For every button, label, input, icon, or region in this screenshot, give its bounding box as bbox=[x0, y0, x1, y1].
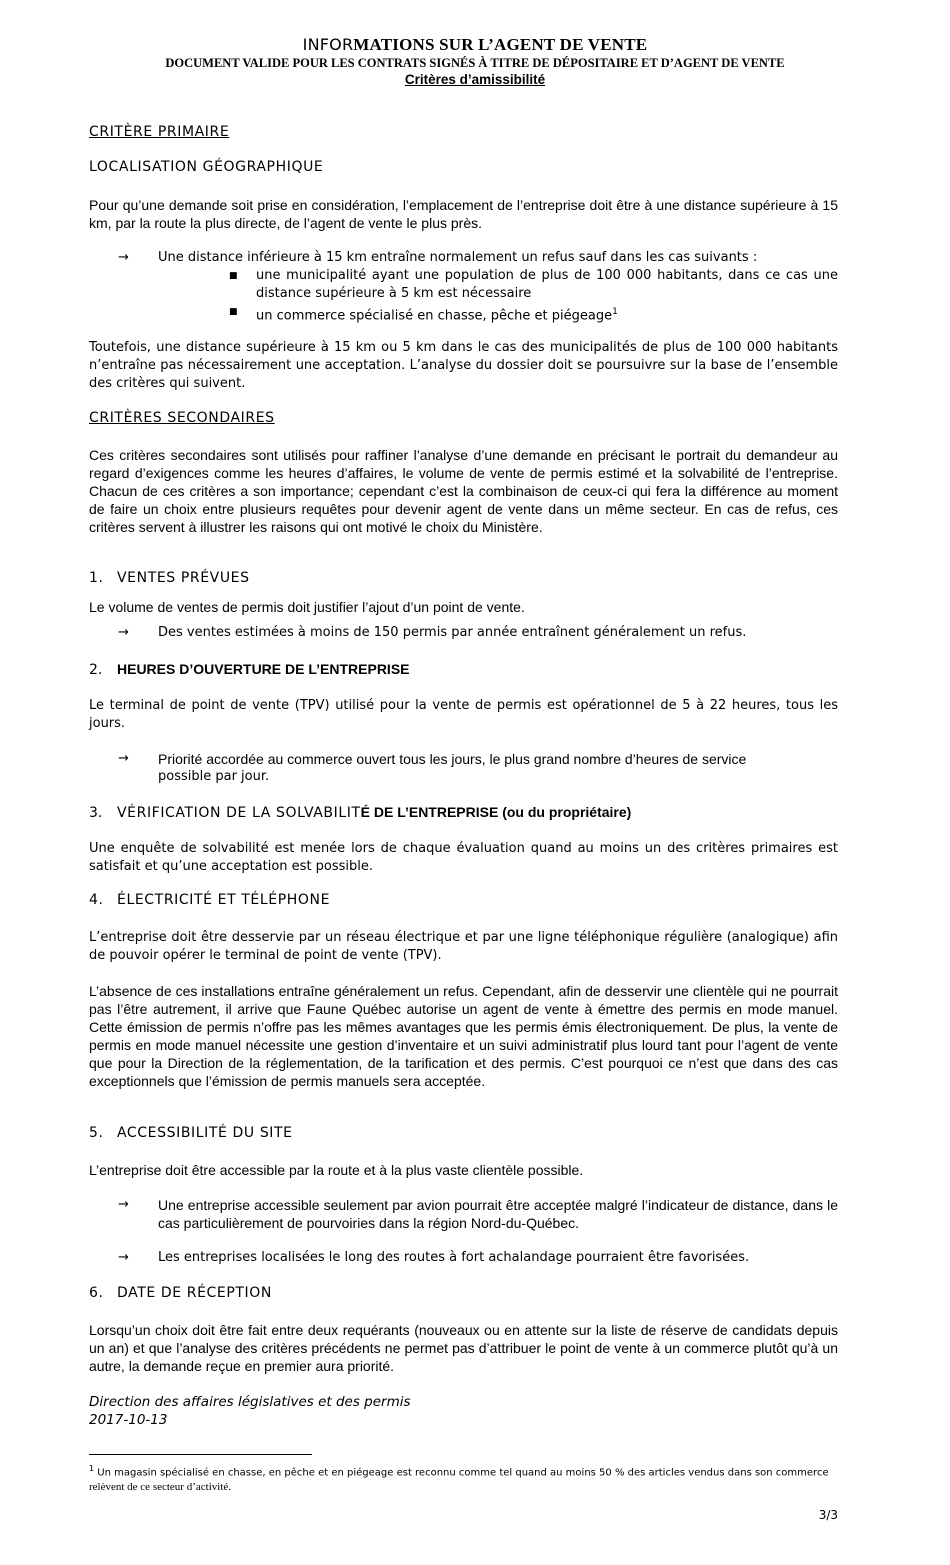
section-1-heading: 1. VENTES PRÉVUES bbox=[89, 570, 250, 586]
section-4-paragraph-1: L’entreprise doit être desservie par un réseau électrique et par une ligne téléphonique régulière (analogique) afin de pouvoir opérer le terminal de point de vente (TPV). bbox=[89, 930, 838, 963]
section-1-paragraph: Le volume de ventes de permis doit justifier l’ajout d’un point de vente. bbox=[89, 599, 525, 615]
section-2-bullet: Priorité accordée au commerce ouvert tous les jours, le plus grand nombre d’heures de service possible par jour. bbox=[158, 751, 747, 784]
square-bullet-icon: ■ bbox=[229, 271, 238, 281]
section-2-paragraph: Le terminal de point de vente (TPV) utilisé pour la vente de permis est opérationnel de 5 à 22 heures, tous les jours. bbox=[89, 698, 838, 731]
arrow-icon: → bbox=[118, 250, 129, 265]
footnote-marker: 1 bbox=[89, 1464, 95, 1473]
distance-bullet: Une distance inférieure à 15 km entraîne normalement un refus sauf dans les cas suivants : bbox=[158, 250, 758, 265]
secondary-intro-paragraph: Ces critères secondaires sont utilisés pour raffiner l’analyse d’une demande en précisant le portrait du demandeur au regard d’exigences comme les heures d’affaires, le volume de vente de permis estimé et la solvabilité de l’entreprise. Chacun de ces critères a son importance; cependant c’est la combinaison de ceux-ci qui fera la différence au moment de faire un choix entre plusieurs requêtes pour devenir agent de vente dans un même secteur. En cas de refus, ces critères servent à illustrer les raisons qui ont motivé le choix du Ministère. bbox=[89, 447, 838, 535]
footnote-separator bbox=[89, 1454, 312, 1455]
geographic-location-heading: LOCALISATION GÉOGRAPHIQUE bbox=[89, 159, 324, 175]
section-6-heading: 6. DATE DE RÉCEPTION bbox=[89, 1285, 272, 1301]
section-4-paragraph-2: L’absence de ces installations entraîne généralement un refus. Cependant, afin de desservir une clientèle qui ne pourrait pas l’être autrement, il arrive que Faune Québec autorise un agent de vente à émettre des permis en mode manuel. Cette émission de permis n’offre pas les mêmes avantages que les permis émis électroniquement. De plus, la vente de permis en mode manuel nécessite une gestion d’inventaire et un suivi administratif plus lourd tant pour l’agent de vente que pour la Direction de la réglementation, de la tarification et des permis. C’est pourquoi ce n’est que dans des cas exceptionnels que l’émission de permis manuels sera acceptée. bbox=[89, 983, 838, 1089]
section-5-heading: 5. ACCESSIBILITÉ DU SITE bbox=[89, 1125, 293, 1141]
footnote-reference: 1 bbox=[612, 307, 618, 317]
section-5-bullet-1: Une entreprise accessible seulement par avion pourrait être acceptée malgré l’indicateur de distance, dans le cas particulièrement de pourvoiries dans la région Nord-du-Québec. bbox=[158, 1197, 838, 1231]
section-3-heading: 3. VÉRIFICATION DE LA SOLVABILITÉ DE L’ENTREPRISE (ou du propriétaire) bbox=[89, 804, 632, 821]
hunting-shop-sub-bullet: un commerce spécialisé en chasse, pêche et piégeage$^1$ bbox=[256, 307, 618, 324]
section-3-paragraph: Une enquête de solvabilité est menée lors de chaque évaluation quand au moins un des critères primaires est satisfait et qu’une acceptation est possible. bbox=[89, 841, 838, 874]
arrow-icon: → bbox=[118, 1197, 129, 1212]
section-6-paragraph: Lorsqu’un choix doit être fait entre deux requérants (nouveaux ou en attente sur la liste de réserve de candidats depuis un an) et que l’analyse des critères précédents ne permet pas d’attribuer le point de vente à un commerce plutôt qu’à un autre, la demande reçue en premier aura priorité. bbox=[89, 1322, 838, 1374]
arrow-icon: → bbox=[118, 751, 129, 766]
section-2-heading: 2. HEURES D’OUVERTURE DE L’ENTREPRISE bbox=[89, 661, 410, 678]
section-4-heading: 4. ÉLECTRICITÉ ET TÉLÉPHONE bbox=[89, 892, 331, 908]
arrow-icon: → bbox=[118, 625, 129, 640]
primary-outro-paragraph: Toutefois, une distance supérieure à 15 km ou 5 km dans le cas des municipalités de plus de 100 000 habitants n’entraîne pas nécessairement une acceptation. L’analyse du dossier doit se poursuivre sur la base de l’ensemble des critères qui suivent. bbox=[89, 340, 838, 391]
arrow-icon: → bbox=[118, 1250, 129, 1265]
document-subtitle: DOCUMENT VALIDE POUR LES CONTRATS SIGNÉS À TITRE DE DÉPOSITAIRE ET D’AGENT DE VENTE bbox=[165, 56, 785, 70]
secondary-criteria-heading: CRITÈRES SECONDAIRES bbox=[89, 410, 275, 426]
page-number: 3/3 bbox=[818, 1508, 838, 1522]
square-bullet-icon: ■ bbox=[229, 307, 238, 317]
signature-date: 2017-10-13 bbox=[89, 1412, 168, 1428]
section-5-bullet-2: Les entreprises localisées le long des routes à fort achalandage pourraient être favorisées. bbox=[158, 1250, 750, 1265]
section-1-bullet: Des ventes estimées à moins de 150 permis par année entraînent généralement un refus. bbox=[158, 625, 747, 640]
primary-criterion-heading: CRITÈRE PRIMAIRE bbox=[89, 124, 230, 140]
document-title: INFORMATIONS SUR L’AGENT DE VENTE bbox=[302, 35, 648, 54]
primary-intro-paragraph: Pour qu’une demande soit prise en considération, l’emplacement de l’entreprise doit être à une distance supérieure à 15 km, par la route la plus directe, de l’agent de vente le plus près. bbox=[89, 197, 838, 231]
municipality-sub-bullet: une municipalité ayant une population de plus de 100 000 habitants, dans ce cas une distance supérieure à 5 km est nécessaire bbox=[256, 268, 838, 301]
section-5-paragraph: L’entreprise doit être accessible par la route et à la plus vaste clientèle possible. bbox=[89, 1162, 584, 1178]
signature-department: Direction des affaires législatives et des permis bbox=[89, 1394, 411, 1410]
criteria-title: Critères d’amissibilité bbox=[404, 72, 546, 87]
footnote: $^1$ Un magasin spécialisé en chasse, en pêche et en piégeage est reconnu comme tel quand au moins 50 % des articles vendus dans son commerce relèvent de ce secteur d’activité. bbox=[89, 1464, 829, 1494]
